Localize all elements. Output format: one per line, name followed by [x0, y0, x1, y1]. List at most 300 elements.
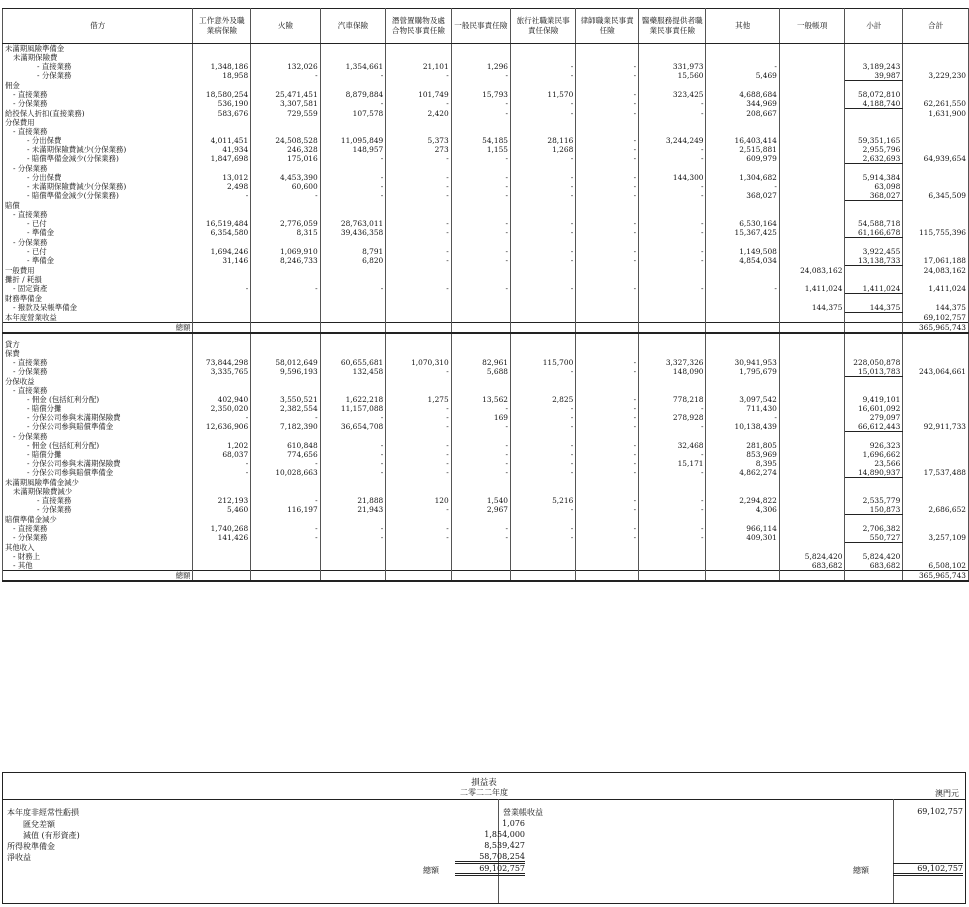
- amount-cell: 148,957: [320, 145, 386, 154]
- amount-cell: 278,928: [639, 413, 706, 422]
- amount-cell: [451, 53, 510, 62]
- amount-cell: [511, 349, 576, 358]
- amount-cell: [386, 294, 451, 304]
- header-row: [3, 9, 969, 44]
- amount-cell: [320, 210, 386, 219]
- row-label: 分保費用: [3, 118, 193, 127]
- amount-cell: [903, 44, 969, 54]
- amount-cell: 853,969: [706, 450, 779, 459]
- amount-cell: -: [576, 191, 639, 201]
- amount-cell: [903, 459, 969, 468]
- amount-cell: [251, 118, 320, 127]
- amount-cell: 1,694,246: [193, 247, 251, 256]
- amount-cell: [779, 71, 845, 81]
- summary-right-total-label: 總額: [853, 866, 869, 875]
- amount-cell: 10,028,663: [251, 468, 320, 478]
- amount-cell: -: [576, 182, 639, 191]
- table-row: [3, 303, 969, 313]
- amount-cell: [779, 459, 845, 468]
- amount-cell: [845, 44, 903, 54]
- table-row: [3, 118, 969, 127]
- table-row: [3, 552, 969, 561]
- amount-cell: [706, 238, 779, 248]
- amount-cell: 2,825: [511, 395, 576, 404]
- amount-cell: 5,688: [451, 367, 510, 377]
- credit-heading-row: [3, 340, 969, 349]
- amount-cell: -: [576, 422, 639, 432]
- amount-cell: -: [576, 154, 639, 164]
- amount-cell: [386, 432, 451, 442]
- amount-cell: 2,294,822: [706, 496, 779, 505]
- empty-cell: [845, 323, 903, 334]
- table-row: [3, 294, 969, 304]
- amount-cell: [903, 294, 969, 304]
- amount-cell: 729,559: [251, 109, 320, 119]
- amount-cell: 18,580,254: [193, 90, 251, 99]
- amount-cell: [251, 552, 320, 561]
- amount-cell: 1,296: [451, 62, 510, 71]
- amount-cell: [451, 127, 510, 136]
- amount-cell: [779, 191, 845, 201]
- summary-right-total: 69,102,757: [893, 863, 963, 876]
- amount-cell: -: [511, 62, 576, 71]
- amount-cell: [706, 349, 779, 358]
- amount-cell: -: [320, 154, 386, 164]
- amount-cell: 4,306: [706, 505, 779, 515]
- empty-cell: [576, 323, 639, 334]
- amount-cell: [639, 53, 706, 62]
- header-label: 借方: [3, 9, 193, 44]
- amount-cell: [903, 395, 969, 404]
- amount-cell: -: [451, 459, 510, 468]
- amount-cell: [193, 515, 251, 525]
- amount-cell: 5,914,384: [845, 173, 903, 182]
- amount-cell: [903, 173, 969, 182]
- amount-cell: 60,600: [251, 182, 320, 191]
- amount-cell: [706, 118, 779, 127]
- amount-cell: [511, 44, 576, 54]
- summary-left-label: 淨收益: [7, 853, 31, 862]
- amount-cell: 5,824,420: [779, 552, 845, 561]
- row-label: - 直接業務: [3, 62, 193, 71]
- row-label: - 已付: [3, 247, 193, 256]
- amount-cell: [320, 118, 386, 127]
- amount-cell: -: [511, 247, 576, 256]
- amount-cell: [903, 81, 969, 91]
- amount-cell: 774,656: [251, 450, 320, 459]
- amount-cell: 5,460: [193, 505, 251, 515]
- amount-cell: -: [706, 413, 779, 422]
- amount-cell: -: [193, 191, 251, 201]
- amount-cell: [779, 543, 845, 553]
- amount-cell: [451, 515, 510, 525]
- empty-cell: [706, 571, 779, 582]
- amount-cell: -: [386, 533, 451, 543]
- amount-cell: [511, 164, 576, 174]
- amount-cell: [251, 238, 320, 248]
- amount-cell: [845, 432, 903, 442]
- amount-cell: 1,847,698: [193, 154, 251, 164]
- amount-cell: [706, 275, 779, 284]
- amount-cell: [706, 266, 779, 276]
- table-row: [3, 487, 969, 496]
- table-row: [3, 432, 969, 442]
- amount-cell: 3,922,455: [845, 247, 903, 256]
- amount-cell: 21,888: [320, 496, 386, 505]
- amount-cell: [386, 164, 451, 174]
- column-header: 潛營置購物及處合物民事責任險: [386, 9, 451, 44]
- amount-cell: -: [386, 413, 451, 422]
- amount-cell: 2,420: [386, 109, 451, 119]
- amount-cell: [903, 441, 969, 450]
- amount-cell: [386, 238, 451, 248]
- amount-cell: [903, 404, 969, 413]
- amount-cell: -: [639, 404, 706, 413]
- empty-cell: [639, 340, 706, 349]
- empty-cell: [706, 333, 779, 340]
- summary-left-label: 所得稅準備金: [7, 842, 55, 851]
- amount-cell: -: [576, 256, 639, 266]
- amount-cell: 58,012,649: [251, 358, 320, 367]
- empty-cell: [639, 333, 706, 340]
- amount-cell: [386, 210, 451, 219]
- amount-cell: -: [320, 413, 386, 422]
- amount-cell: [511, 561, 576, 571]
- credit-label: 貸方: [3, 340, 193, 349]
- amount-cell: [779, 210, 845, 219]
- amount-cell: 107,578: [320, 109, 386, 119]
- amount-cell: [451, 44, 510, 54]
- amount-cell: 28,763,011: [320, 219, 386, 228]
- amount-cell: [251, 313, 320, 323]
- amount-cell: [845, 109, 903, 119]
- amount-cell: [779, 404, 845, 413]
- amount-cell: [903, 238, 969, 248]
- total-label: 總額: [3, 323, 193, 334]
- amount-cell: [576, 487, 639, 496]
- amount-cell: [511, 386, 576, 395]
- amount-cell: -: [320, 71, 386, 81]
- row-label: - 其他: [3, 561, 193, 571]
- ledger-table: [2, 8, 969, 582]
- amount-cell: -: [320, 533, 386, 543]
- amount-cell: 6,820: [320, 256, 386, 266]
- amount-cell: [451, 543, 510, 553]
- amount-cell: [639, 377, 706, 387]
- amount-cell: [251, 266, 320, 276]
- amount-cell: 23,566: [845, 459, 903, 468]
- amount-cell: 1,202: [193, 441, 251, 450]
- amount-cell: [903, 543, 969, 553]
- column-header: 一般民事責任險: [451, 9, 510, 44]
- amount-cell: [511, 238, 576, 248]
- amount-cell: 64,939,654: [903, 154, 969, 164]
- amount-cell: -: [639, 145, 706, 154]
- amount-cell: 54,588,718: [845, 219, 903, 228]
- amount-cell: [576, 275, 639, 284]
- amount-cell: 8,879,884: [320, 90, 386, 99]
- amount-cell: [576, 386, 639, 395]
- empty-cell: [320, 340, 386, 349]
- amount-cell: -: [320, 441, 386, 450]
- amount-cell: [576, 81, 639, 91]
- amount-cell: -: [576, 367, 639, 377]
- row-label: 攤折 / 耗損: [3, 275, 193, 284]
- amount-cell: [320, 44, 386, 54]
- row-label: - 分保業務: [3, 432, 193, 442]
- amount-cell: 2,955,796: [845, 145, 903, 154]
- amount-cell: -: [451, 109, 510, 119]
- amount-cell: 4,453,390: [251, 173, 320, 182]
- amount-cell: [639, 266, 706, 276]
- amount-cell: 7,182,390: [251, 422, 320, 432]
- amount-cell: 2,706,382: [845, 524, 903, 533]
- amount-cell: 3,097,542: [706, 395, 779, 404]
- row-label: - 直接業務: [3, 90, 193, 99]
- amount-cell: 2,350,020: [193, 404, 251, 413]
- amount-cell: [193, 552, 251, 561]
- empty-cell: [386, 333, 451, 340]
- summary-left-total-label: 總額: [423, 866, 439, 875]
- amount-cell: 1,795,679: [706, 367, 779, 377]
- summary-left-value: 8,539,427: [484, 841, 525, 850]
- amount-cell: [845, 210, 903, 219]
- amount-cell: [706, 53, 779, 62]
- empty-cell: [451, 333, 510, 340]
- amount-cell: -: [386, 450, 451, 459]
- amount-cell: 9,596,193: [251, 367, 320, 377]
- amount-cell: -: [511, 404, 576, 413]
- amount-cell: [576, 294, 639, 304]
- amount-cell: [903, 53, 969, 62]
- amount-cell: 2,776,059: [251, 219, 320, 228]
- amount-cell: [903, 118, 969, 127]
- amount-cell: [451, 478, 510, 488]
- table-row: [3, 210, 969, 219]
- amount-cell: [386, 266, 451, 276]
- amount-cell: 15,171: [639, 459, 706, 468]
- table-row: [3, 238, 969, 248]
- table-row: [3, 81, 969, 91]
- amount-cell: -: [511, 450, 576, 459]
- amount-cell: [779, 367, 845, 377]
- amount-cell: 24,083,162: [779, 266, 845, 276]
- amount-cell: [706, 201, 779, 211]
- amount-cell: [251, 81, 320, 91]
- amount-cell: -: [511, 219, 576, 228]
- empty-cell: [386, 323, 451, 334]
- empty-cell: [576, 333, 639, 340]
- amount-cell: 2,382,554: [251, 404, 320, 413]
- amount-cell: -: [511, 173, 576, 182]
- amount-cell: [251, 201, 320, 211]
- table-row: [3, 127, 969, 136]
- amount-cell: -: [576, 505, 639, 515]
- amount-cell: [251, 515, 320, 525]
- amount-cell: [576, 238, 639, 248]
- amount-cell: [511, 118, 576, 127]
- amount-cell: 148,090: [639, 367, 706, 377]
- amount-cell: [320, 478, 386, 488]
- amount-cell: 31,146: [193, 256, 251, 266]
- table-row: [3, 561, 969, 571]
- row-label: - 佣金 (包括紅利分配): [3, 395, 193, 404]
- amount-cell: -: [511, 468, 576, 478]
- amount-cell: [193, 118, 251, 127]
- amount-cell: -: [251, 71, 320, 81]
- table-row: [3, 219, 969, 228]
- amount-cell: -: [386, 191, 451, 201]
- amount-cell: 409,301: [706, 533, 779, 543]
- amount-cell: [320, 432, 386, 442]
- row-label: 一般費用: [3, 266, 193, 276]
- amount-cell: [706, 386, 779, 395]
- amount-cell: -: [576, 404, 639, 413]
- amount-cell: 966,114: [706, 524, 779, 533]
- amount-cell: [779, 118, 845, 127]
- amount-cell: -: [639, 505, 706, 515]
- row-label: 本年度營業收益: [3, 313, 193, 323]
- row-label: - 分保業務: [3, 99, 193, 109]
- amount-cell: -: [511, 71, 576, 81]
- amount-cell: 4,688,684: [706, 90, 779, 99]
- amount-cell: [845, 127, 903, 136]
- table-row: [3, 90, 969, 99]
- amount-cell: -: [451, 191, 510, 201]
- amount-cell: [320, 386, 386, 395]
- amount-cell: [903, 377, 969, 387]
- amount-cell: -: [386, 182, 451, 191]
- amount-cell: 1,069,910: [251, 247, 320, 256]
- amount-cell: 1,411,024: [903, 284, 969, 294]
- amount-cell: 73,844,298: [193, 358, 251, 367]
- amount-cell: [903, 386, 969, 395]
- column-header: 合計: [903, 9, 969, 44]
- amount-cell: -: [386, 228, 451, 238]
- amount-cell: [386, 118, 451, 127]
- amount-cell: [320, 349, 386, 358]
- amount-cell: 13,562: [451, 395, 510, 404]
- amount-cell: 141,426: [193, 533, 251, 543]
- amount-cell: 15,013,783: [845, 367, 903, 377]
- amount-cell: [639, 552, 706, 561]
- amount-cell: [779, 145, 845, 154]
- column-header: 火險: [251, 9, 320, 44]
- amount-cell: [903, 450, 969, 459]
- amount-cell: -: [639, 533, 706, 543]
- summary-left-value: 58,708,254: [455, 852, 525, 862]
- amount-cell: -: [451, 468, 510, 478]
- amount-cell: [451, 386, 510, 395]
- empty-cell: [511, 571, 576, 582]
- amount-cell: 3,257,109: [903, 533, 969, 543]
- amount-cell: [779, 395, 845, 404]
- amount-cell: [251, 303, 320, 313]
- amount-cell: 1,696,662: [845, 450, 903, 459]
- amount-cell: [251, 543, 320, 553]
- amount-cell: 3,335,765: [193, 367, 251, 377]
- amount-cell: 144,300: [639, 173, 706, 182]
- amount-cell: [576, 127, 639, 136]
- amount-cell: [903, 496, 969, 505]
- table-row: [3, 349, 969, 358]
- empty-cell: [3, 333, 193, 340]
- amount-cell: 281,805: [706, 441, 779, 450]
- table-row: [3, 71, 969, 81]
- amount-cell: 16,519,484: [193, 219, 251, 228]
- amount-cell: [779, 62, 845, 71]
- amount-cell: 58,072,810: [845, 90, 903, 99]
- amount-cell: [845, 294, 903, 304]
- amount-cell: -: [251, 191, 320, 201]
- amount-cell: [451, 210, 510, 219]
- amount-cell: -: [386, 173, 451, 182]
- amount-cell: [576, 377, 639, 387]
- amount-cell: 2,967: [451, 505, 510, 515]
- row-label: - 固定資產: [3, 284, 193, 294]
- amount-cell: [779, 136, 845, 145]
- amount-cell: 3,189,243: [845, 62, 903, 71]
- amount-cell: 4,862,274: [706, 468, 779, 478]
- amount-cell: [706, 487, 779, 496]
- amount-cell: [511, 432, 576, 442]
- row-label: - 賠償分攤: [3, 404, 193, 413]
- amount-cell: [779, 228, 845, 238]
- amount-cell: -: [320, 450, 386, 459]
- amount-cell: [779, 154, 845, 164]
- amount-cell: [903, 515, 969, 525]
- empty-cell: [779, 340, 845, 349]
- amount-cell: [903, 432, 969, 442]
- table-row: [3, 386, 969, 395]
- amount-cell: -: [251, 413, 320, 422]
- amount-cell: [576, 552, 639, 561]
- amount-cell: 144,375: [845, 303, 903, 313]
- amount-cell: -: [386, 99, 451, 109]
- amount-cell: [779, 238, 845, 248]
- amount-cell: [193, 377, 251, 387]
- amount-cell: [320, 275, 386, 284]
- amount-cell: [779, 377, 845, 387]
- amount-cell: [251, 275, 320, 284]
- amount-cell: [451, 313, 510, 323]
- amount-cell: -: [576, 358, 639, 367]
- amount-cell: [706, 313, 779, 323]
- amount-cell: [511, 53, 576, 62]
- table-row: [3, 543, 969, 553]
- amount-cell: [320, 515, 386, 525]
- amount-cell: -: [511, 109, 576, 119]
- amount-cell: 101,749: [386, 90, 451, 99]
- amount-cell: -: [576, 441, 639, 450]
- amount-cell: [193, 238, 251, 248]
- amount-cell: -: [451, 422, 510, 432]
- table-row: [3, 515, 969, 525]
- amount-cell: [511, 552, 576, 561]
- amount-cell: 8,395: [706, 459, 779, 468]
- amount-cell: 21,943: [320, 505, 386, 515]
- amount-cell: -: [386, 422, 451, 432]
- summary-right-label: 營業帳收益: [503, 808, 543, 817]
- amount-cell: 16,601,092: [845, 404, 903, 413]
- amount-cell: [193, 127, 251, 136]
- amount-cell: 6,354,580: [193, 228, 251, 238]
- row-label: - 分保業務: [3, 71, 193, 81]
- amount-cell: [451, 377, 510, 387]
- amount-cell: 926,323: [845, 441, 903, 450]
- amount-cell: [639, 515, 706, 525]
- amount-cell: [639, 127, 706, 136]
